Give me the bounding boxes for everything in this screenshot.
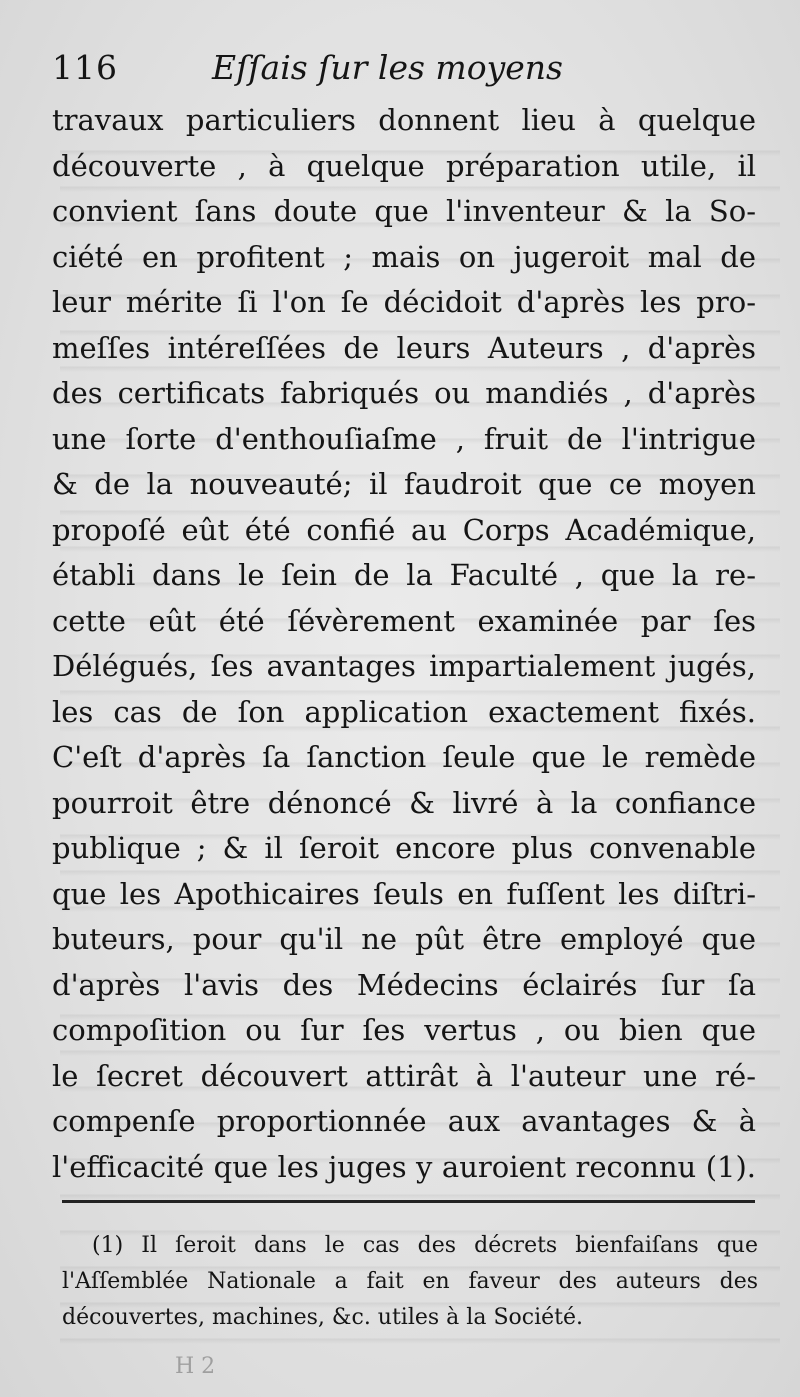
- footnote-line: découvertes, machines, &c. utiles à la Société.: [62, 1305, 583, 1330]
- text-line: compenſe proportionnée aux avantages & à: [52, 1104, 756, 1138]
- body-text: [52, 98, 756, 1190]
- footnote-line: (1) Il ſeroit dans le cas des décrets bienfaiſans que: [92, 1233, 758, 1258]
- text-line: convient ſans doute que l'inventeur & la So-: [52, 194, 756, 228]
- footnote-line: l'Aſſemblée Nationale a fait en faveur des auteurs des: [62, 1269, 758, 1294]
- text-line: cette eût été ſévèrement examinée par ſes: [52, 603, 756, 638]
- text-line: l'efficacité que les juges y auroient reconnu (1).: [52, 1149, 756, 1184]
- text-line: meſſes intéreſſées de leurs Auteurs , d'après: [52, 330, 756, 365]
- text-line: propoſé eût été confié au Corps Académique,: [52, 512, 756, 547]
- text-line: & de la nouveauté; il faudroit que ce moyen: [52, 467, 756, 501]
- text-line: Délégués, ſes avantages impartialement jugés,: [52, 649, 756, 683]
- text-line: C'eſt d'après ſa ſanction ſeule que le remède: [52, 740, 756, 774]
- text-line: travaux particuliers donnent lieu à quelque: [52, 103, 756, 137]
- text-line: une ſorte d'enthouſiaſme , fruit de l'intrigue: [52, 421, 756, 456]
- text-line: pourroit être dénoncé & livré à la confiance: [52, 785, 756, 820]
- footnote-divider: [62, 1200, 755, 1203]
- text-line: les cas de ſon application exactement fixés.: [52, 694, 756, 729]
- footnote: [62, 1228, 758, 1336]
- text-line: d'après l'avis des Médecins éclairés ſur ſa: [52, 967, 756, 1002]
- text-line: découverte , à quelque préparation utile, il: [52, 148, 756, 183]
- running-head: Eſſais ſur les moyens: [212, 48, 563, 87]
- signature-mark: H 2: [175, 1354, 216, 1379]
- text-line: que les Apothicaires ſeuls en fuſſent les diſtri-: [52, 876, 756, 911]
- text-line: le ſecret découvert attirât à l'auteur une ré-: [52, 1058, 756, 1093]
- text-line: ciété en profitent ; mais on jugeroit mal de: [52, 239, 756, 274]
- text-line: compoſition ou ſur ſes vertus , ou bien que: [52, 1013, 756, 1047]
- page-number: 116: [52, 48, 118, 87]
- text-line: buteurs, pour qu'il ne pût être employé que: [52, 922, 756, 956]
- text-line: des certificats fabriqués ou mandiés , d'après: [52, 376, 756, 410]
- text-line: leur mérite ſi l'on ſe décidoit d'après les pro-: [52, 285, 756, 319]
- text-line: publique ; & il ſeroit encore plus convenable: [52, 831, 756, 865]
- page-header: [52, 48, 752, 98]
- text-line: établi dans le ſein de la Faculté , que la re-: [52, 558, 756, 592]
